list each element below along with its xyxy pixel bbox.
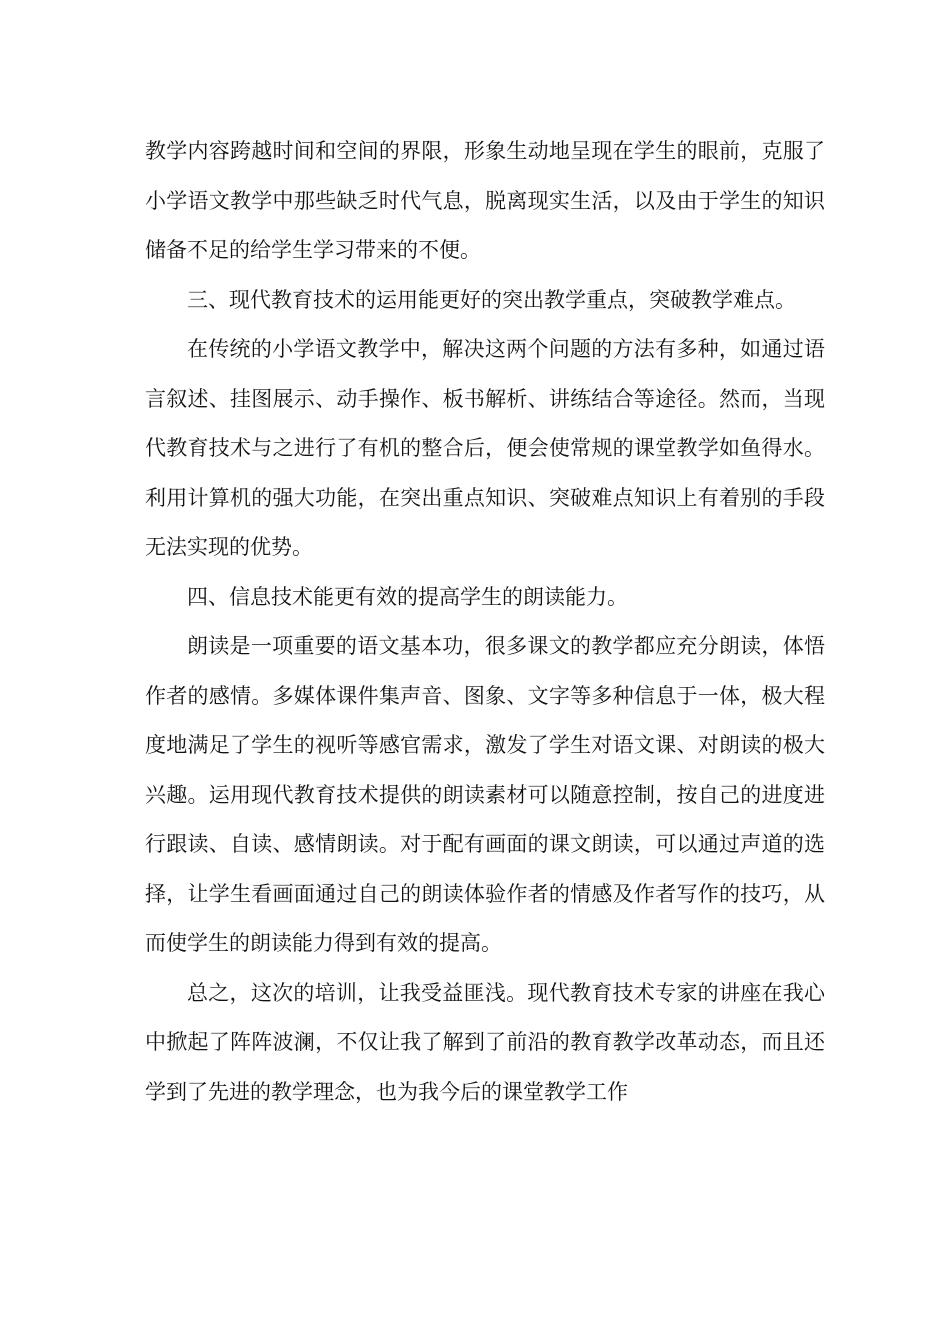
document-body bbox=[145, 127, 825, 1117]
paragraph-reading-aloud: 朗读是一项重要的语文基本功，很多课文的教学都应充分朗读，体悟作者的感情。多媒体课件集声音、图象、文字等多种信息于一体，极大程度地满足了学生的视听等感官需求，激发了学生对语文课、对朗读的极大兴趣。运用现代教育技术提供的朗读素材可以随意控制，按自己的进度进行跟读、自读、感情朗读。对于配有画面的课文朗读，可以通过声道的选择，让学生看画面通过自己的朗读体验作者的情感及作者写作的技巧，从而使学生的朗读能力得到有效的提高。 bbox=[145, 634, 825, 955]
paragraph-heading-three: 三、现代教育技术的运用能更好的突出教学重点，突破教学难点。 bbox=[187, 287, 796, 312]
paragraph-summary: 总之，这次的培训，让我受益匪浅。现代教育技术专家的讲座在我心中掀起了阵阵波澜，不仅让我了解到了前沿的教育教学改革动态，而且还学到了先进的教学理念，也为我今后的课堂教学工作 bbox=[145, 980, 825, 1104]
paragraph-continuation: 教学内容跨越时间和空间的界限，形象生动地呈现在学生的眼前，克服了小学语文教学中那些缺乏时代气息，脱离现实生活，以及由于学生的知识储备不足的给学生学习带来的不便。 bbox=[145, 139, 825, 262]
paragraph-heading-four: 四、信息技术能更有效的提高学生的朗读能力。 bbox=[187, 584, 628, 609]
paragraph-traditional-teaching: 在传统的小学语文教学中，解决这两个问题的方法有多种，如通过语言叙述、挂图展示、动手操作、板书解析、讲练结合等途径。然而，当现代教育技术与之进行了有机的整合后，便会使常规的课堂教学如鱼得水。利用计算机的强大功能，在突出重点知识、突破难点知识上有着别的手段无法实现的优势。 bbox=[145, 337, 825, 559]
